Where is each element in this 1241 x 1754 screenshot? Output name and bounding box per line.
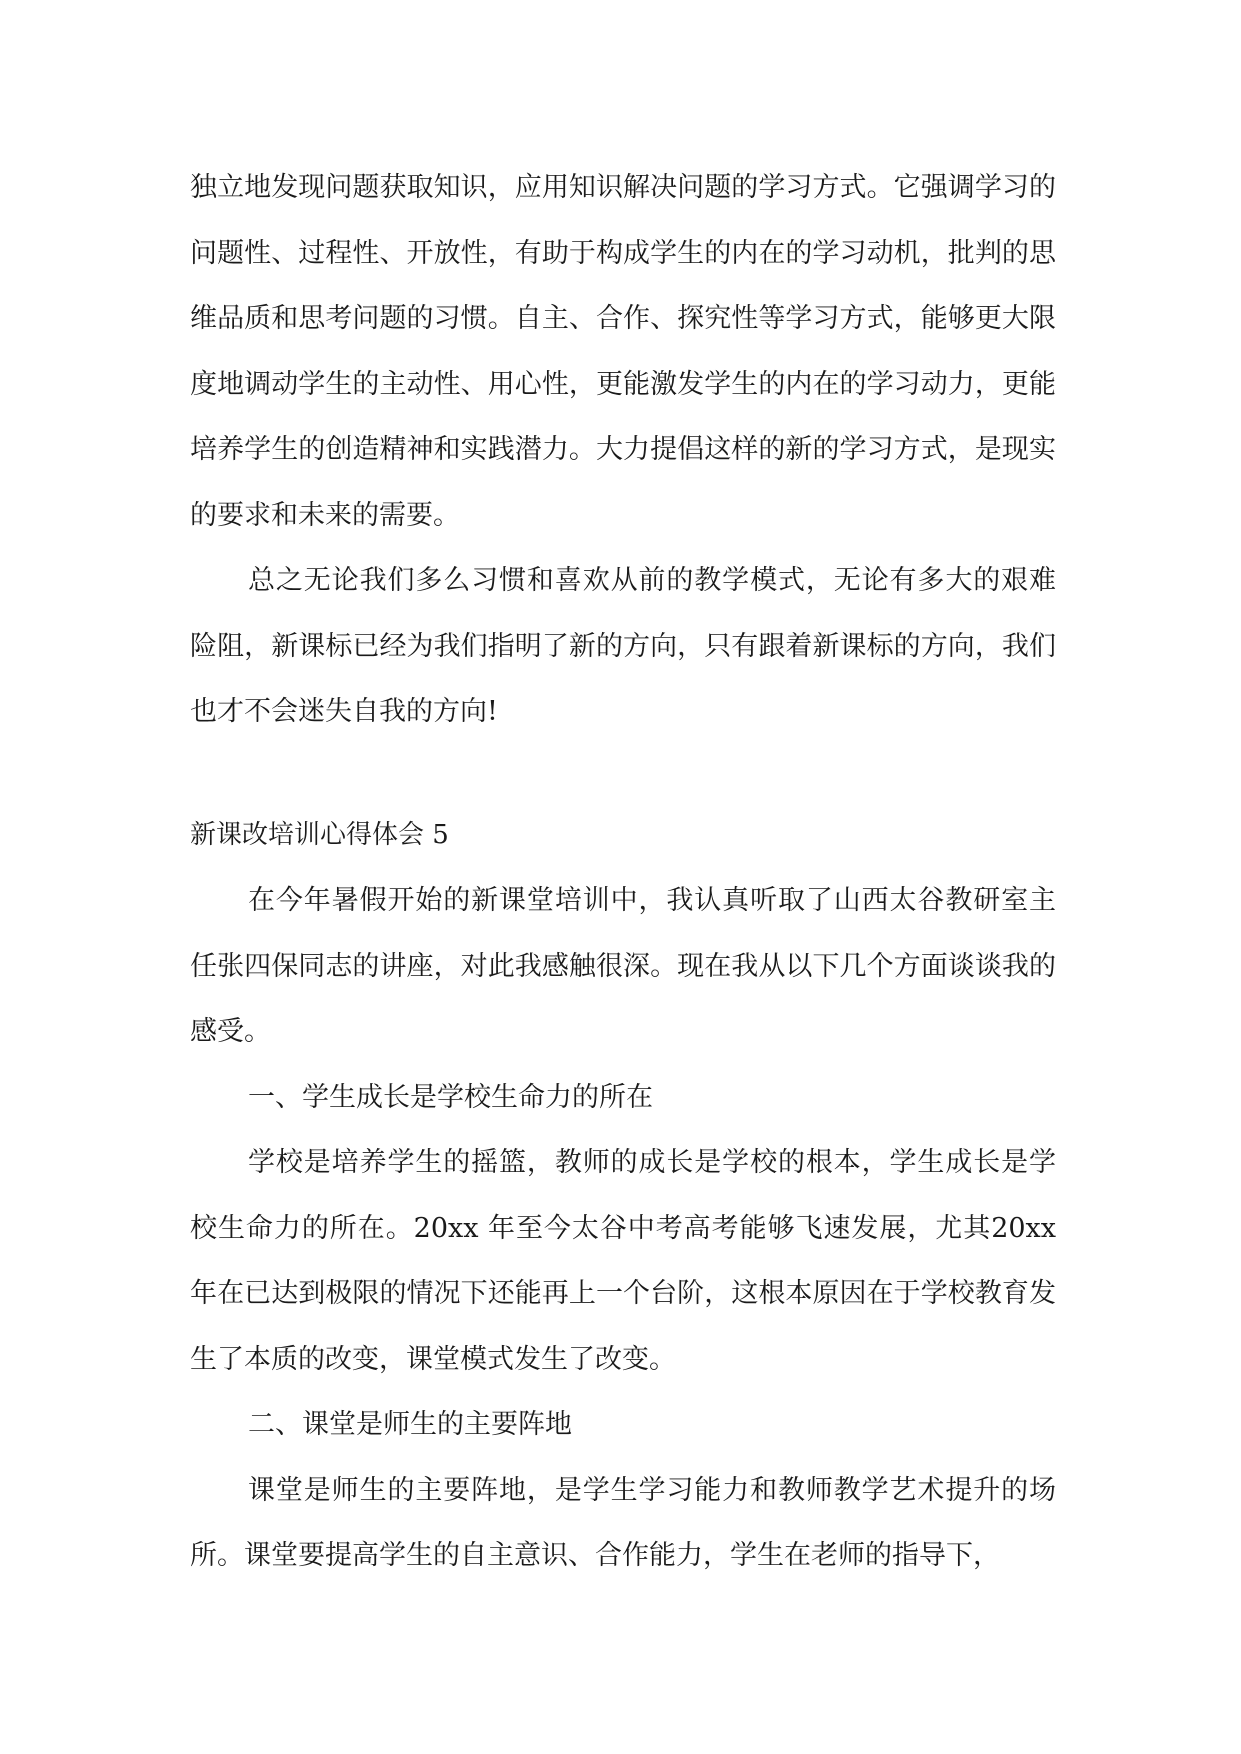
paragraph-intro: 在今年暑假开始的新课堂培训中，我认真听取了山西太谷教研室主任张四保同志的讲座，对此我感触很深。现在我从以下几个方面谈谈我的感受。	[190, 885, 1056, 1047]
paragraph-conclusion: 总之无论我们多么习惯和喜欢从前的教学模式，无论有多大的艰难险阻，新课标已经为我们指明了新的方向，只有跟着新课标的方向，我们也才不会迷失自我的方向!	[190, 565, 1056, 727]
paragraph-body: 学校是培养学生的摇篮，教师的成长是学校的根本，学生成长是学校生命力的所在。20xx 年至今太谷中考高考能够飞速发展，尤其20xx 年在已达到极限的情况下还能再上一个台阶，这根本原因在于学校教育发生了本质的改变，课堂模式发生了改变。	[190, 1147, 1056, 1375]
subheading-two: 二、课堂是师生的主要阵地	[248, 1409, 572, 1440]
subheading-one: 一、学生成长是学校生命力的所在	[248, 1081, 653, 1113]
section-heading: 新课改培训心得体会 5	[190, 819, 449, 850]
paragraph-body: 课堂是师生的主要阵地，是学生学习能力和教师教学艺术提升的场所。课堂要提高学生的自主意识、合作能力，学生在老师的指导下，	[190, 1474, 1056, 1571]
paragraph-continued: 独立地发现问题获取知识，应用知识解决问题的学习方式。它强调学习的问题性、过程性、开放性，有助于构成学生的内在的学习动机，批判的思维品质和思考问题的习惯。自主、合作、探究性等学习方式，能够更大限度地调动学生的主动性、用心性，更能激发学生的内在的学习动力，更能培养学生的创造精神和实践潜力。大力提倡这样的新的学习方式，是现实的要求和未来的需要。	[190, 172, 1056, 531]
document-page	[190, 155, 1056, 1589]
